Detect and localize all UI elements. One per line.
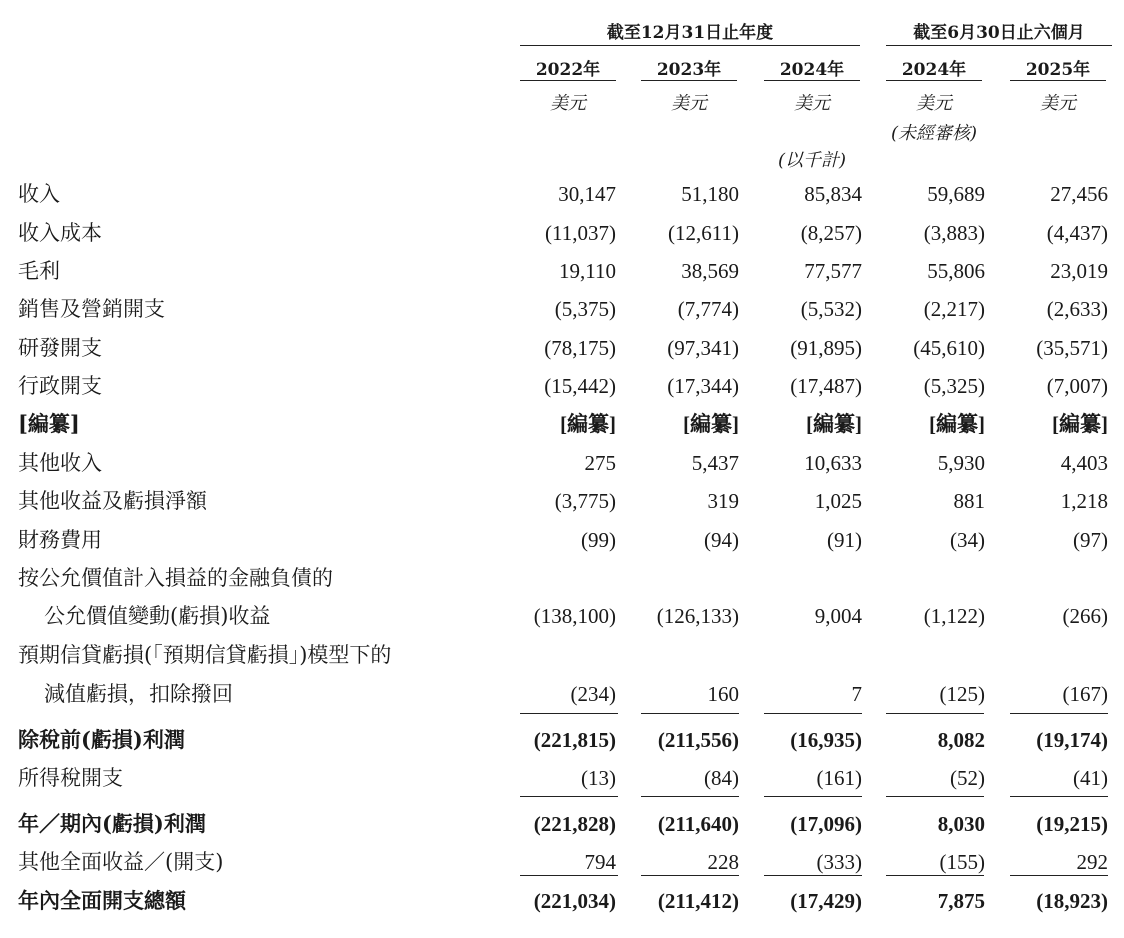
row-value: (167) bbox=[1062, 682, 1108, 706]
row-value: (97) bbox=[1073, 528, 1108, 552]
row-value: 51,180 bbox=[681, 182, 739, 206]
row-label bbox=[18, 807, 493, 841]
row-value: (12,611) bbox=[668, 221, 739, 245]
table-row bbox=[0, 484, 1124, 520]
row-value: (3,775) bbox=[554, 489, 616, 513]
table-row bbox=[0, 523, 1124, 559]
row-label bbox=[18, 446, 493, 480]
table-row bbox=[0, 723, 1124, 759]
row-label-text: 公允價值變動(虧損)收益 bbox=[44, 604, 271, 628]
row-value: (13) bbox=[581, 766, 616, 790]
row-value: 55,806 bbox=[927, 259, 985, 283]
row-value: 27,456 bbox=[1050, 182, 1108, 206]
subtotal-rule bbox=[641, 875, 739, 876]
row-label bbox=[44, 677, 493, 711]
table-row bbox=[0, 216, 1124, 252]
row-value: (8,257) bbox=[800, 221, 862, 245]
table-row bbox=[0, 807, 1124, 843]
row-label-text: 年內全面開支總額 bbox=[18, 888, 186, 913]
row-value: (34) bbox=[950, 528, 985, 552]
row-value: (3,883) bbox=[923, 221, 985, 245]
row-value: 275 bbox=[584, 451, 616, 475]
row-value: 319 bbox=[707, 489, 739, 513]
row-label-text: 財務費用 bbox=[18, 528, 102, 552]
row-label-text: 所得稅開支 bbox=[18, 766, 123, 790]
row-value: (16,935) bbox=[790, 728, 862, 752]
table-row bbox=[0, 407, 1124, 443]
header-year-2024: 2024年 bbox=[779, 60, 845, 80]
row-value: (41) bbox=[1073, 766, 1108, 790]
row-value: (99) bbox=[581, 528, 616, 552]
row-value: 5,930 bbox=[937, 451, 985, 475]
header-year-rule bbox=[520, 80, 616, 81]
row-label bbox=[18, 177, 493, 211]
row-label-text: 預期信貸虧損(「預期信貸虧損」)模型下的 bbox=[18, 643, 392, 667]
row-value: 59,689 bbox=[927, 182, 985, 206]
subtotal-rule bbox=[520, 796, 618, 797]
row-value: (234) bbox=[570, 682, 616, 706]
row-value: (11,037) bbox=[545, 221, 616, 245]
row-label bbox=[18, 561, 493, 595]
row-value: (19,174) bbox=[1036, 728, 1108, 752]
subtotal-rule bbox=[1010, 875, 1108, 876]
row-value: (97,341) bbox=[667, 336, 739, 360]
row-value: (94) bbox=[704, 528, 739, 552]
row-label-text: 其他收益及虧損淨額 bbox=[18, 489, 207, 513]
subtotal-rule bbox=[764, 796, 862, 797]
table-row bbox=[0, 331, 1124, 367]
row-label-text: 按公允價值計入損益的金融負債的 bbox=[18, 566, 333, 590]
row-label-text: 減值虧損，扣除撥回 bbox=[44, 682, 233, 706]
row-value: (1,122) bbox=[923, 604, 985, 628]
row-label bbox=[18, 523, 493, 557]
row-value: (211,412) bbox=[657, 889, 739, 913]
row-value: [編纂] bbox=[806, 412, 862, 436]
row-label-text: 收入 bbox=[18, 182, 60, 206]
row-value: (17,487) bbox=[790, 374, 862, 398]
row-label bbox=[18, 292, 493, 326]
row-label bbox=[18, 845, 493, 879]
row-label-text: 收入成本 bbox=[18, 221, 102, 245]
header-year-rule bbox=[886, 80, 982, 81]
row-value: (155) bbox=[939, 850, 985, 874]
table-row bbox=[0, 761, 1124, 797]
row-value: [編纂] bbox=[1052, 412, 1108, 436]
row-value: 4,403 bbox=[1060, 451, 1108, 475]
row-label bbox=[18, 638, 493, 672]
row-value: 5,437 bbox=[691, 451, 739, 475]
row-value: (17,096) bbox=[790, 812, 862, 836]
row-value: (333) bbox=[816, 850, 862, 874]
row-label bbox=[18, 484, 493, 518]
subtotal-rule bbox=[886, 875, 984, 876]
row-value: (52) bbox=[950, 766, 985, 790]
row-value: (19,215) bbox=[1036, 812, 1108, 836]
subtotal-rule bbox=[641, 713, 739, 714]
row-label bbox=[18, 884, 493, 918]
header-year-rule bbox=[764, 80, 860, 81]
subtotal-rule bbox=[520, 713, 618, 714]
row-value: 19,110 bbox=[559, 259, 616, 283]
row-value: [編纂] bbox=[560, 412, 616, 436]
row-value: 1,218 bbox=[1060, 489, 1108, 513]
header-year-rule bbox=[641, 80, 737, 81]
row-label bbox=[18, 407, 493, 441]
row-label-text: 行政開支 bbox=[18, 374, 102, 398]
dot-leader bbox=[18, 277, 493, 279]
table-row bbox=[0, 677, 1124, 713]
row-value: (15,442) bbox=[544, 374, 616, 398]
row-value: 10,633 bbox=[804, 451, 862, 475]
dot-leader bbox=[18, 200, 493, 202]
row-value: (35,571) bbox=[1036, 336, 1108, 360]
row-value: (125) bbox=[939, 682, 985, 706]
header-year-2023: 2023年 bbox=[656, 60, 722, 80]
row-label-text: 研發開支 bbox=[18, 336, 102, 360]
subtotal-rule bbox=[1010, 713, 1108, 714]
row-value: (138,100) bbox=[533, 604, 616, 628]
row-label-text: 除稅前(虧損)利潤 bbox=[18, 727, 185, 752]
row-value: 77,577 bbox=[804, 259, 862, 283]
row-label bbox=[18, 254, 493, 288]
row-label bbox=[18, 331, 493, 365]
row-value: (91,895) bbox=[790, 336, 862, 360]
row-value: 1,025 bbox=[814, 489, 862, 513]
table-row-label-line bbox=[0, 561, 1124, 597]
row-value: (17,344) bbox=[667, 374, 739, 398]
row-value: (5,325) bbox=[923, 374, 985, 398]
row-value: (266) bbox=[1062, 604, 1108, 628]
row-value: 30,147 bbox=[558, 182, 616, 206]
row-value: (126,133) bbox=[656, 604, 739, 628]
row-value: 292 bbox=[1076, 850, 1108, 874]
table-row bbox=[0, 446, 1124, 482]
currency-label: 美元 bbox=[794, 93, 830, 114]
table-row bbox=[0, 292, 1124, 328]
row-label-text: 其他收入 bbox=[18, 451, 102, 475]
row-value: 9,004 bbox=[814, 604, 862, 628]
row-value: [編纂] bbox=[929, 412, 985, 436]
row-value: (211,640) bbox=[657, 812, 739, 836]
table-row bbox=[0, 177, 1124, 213]
header-year-rule bbox=[1010, 80, 1106, 81]
subtotal-rule bbox=[886, 796, 984, 797]
subtotal-rule bbox=[1010, 796, 1108, 797]
header-year-2025-interim: 2025年 bbox=[1025, 60, 1091, 80]
row-value: (211,556) bbox=[657, 728, 739, 752]
header-annual-rule bbox=[520, 45, 860, 46]
row-value: 228 bbox=[707, 850, 739, 874]
table-row bbox=[0, 884, 1124, 920]
row-value: (7,774) bbox=[677, 297, 739, 321]
row-value: (78,175) bbox=[544, 336, 616, 360]
row-label bbox=[18, 723, 493, 757]
currency-label: 美元 bbox=[550, 93, 586, 114]
row-value: 7,875 bbox=[937, 889, 985, 913]
currency-label: 美元 bbox=[916, 93, 952, 114]
header-annual-period: 截至12月31日止年度 bbox=[606, 23, 774, 43]
row-value: 8,082 bbox=[937, 728, 985, 752]
table-row bbox=[0, 254, 1124, 290]
currency-label: 美元 bbox=[1040, 93, 1076, 114]
row-value: (18,923) bbox=[1036, 889, 1108, 913]
header-year-2024-interim: 2024年 bbox=[901, 60, 967, 80]
row-value: 85,834 bbox=[804, 182, 862, 206]
row-value: (7,007) bbox=[1046, 374, 1108, 398]
row-value: (2,633) bbox=[1046, 297, 1108, 321]
subtotal-rule bbox=[886, 713, 984, 714]
row-value: 794 bbox=[584, 850, 616, 874]
header-year-2022: 2022年 bbox=[535, 60, 601, 80]
row-label-text: 毛利 bbox=[18, 259, 60, 283]
row-value: (4,437) bbox=[1046, 221, 1108, 245]
row-value: (17,429) bbox=[790, 889, 862, 913]
table-row-label-line bbox=[0, 638, 1124, 674]
currency-label: 美元 bbox=[671, 93, 707, 114]
row-value: 7 bbox=[851, 682, 862, 706]
row-value: (91) bbox=[827, 528, 862, 552]
row-value: (5,532) bbox=[800, 297, 862, 321]
row-value: 8,030 bbox=[937, 812, 985, 836]
row-label-text: 年／期內(虧損)利潤 bbox=[18, 811, 206, 836]
table-row bbox=[0, 599, 1124, 635]
row-label bbox=[18, 761, 493, 795]
row-value: (221,828) bbox=[533, 812, 616, 836]
subtotal-rule bbox=[764, 875, 862, 876]
row-value: (161) bbox=[816, 766, 862, 790]
row-value: 23,019 bbox=[1050, 259, 1108, 283]
row-value: (221,815) bbox=[533, 728, 616, 752]
row-value: 160 bbox=[707, 682, 739, 706]
row-label-text: [編纂] bbox=[18, 411, 80, 436]
header-interim-rule bbox=[886, 45, 1112, 46]
row-label-text: 其他全面收益／(開支) bbox=[18, 850, 224, 874]
row-value: (2,217) bbox=[923, 297, 985, 321]
row-label bbox=[18, 216, 493, 250]
unaudited-label: (未經審核) bbox=[890, 123, 978, 144]
subtotal-rule bbox=[764, 713, 862, 714]
row-value: (5,375) bbox=[554, 297, 616, 321]
in-thousands-label: (以千計) bbox=[777, 150, 847, 171]
row-value: 881 bbox=[953, 489, 985, 513]
dot-leader bbox=[18, 430, 493, 432]
row-value: (84) bbox=[704, 766, 739, 790]
header-interim-period: 截至6月30日止六個月 bbox=[913, 23, 1085, 43]
row-label-text: 銷售及營銷開支 bbox=[18, 297, 165, 321]
row-value: [編纂] bbox=[683, 412, 739, 436]
table-row bbox=[0, 369, 1124, 405]
subtotal-rule bbox=[641, 796, 739, 797]
row-value: (45,610) bbox=[913, 336, 985, 360]
subtotal-rule bbox=[520, 875, 618, 876]
row-label bbox=[18, 369, 493, 403]
row-value: 38,569 bbox=[681, 259, 739, 283]
row-label bbox=[44, 599, 493, 633]
row-value: (221,034) bbox=[533, 889, 616, 913]
